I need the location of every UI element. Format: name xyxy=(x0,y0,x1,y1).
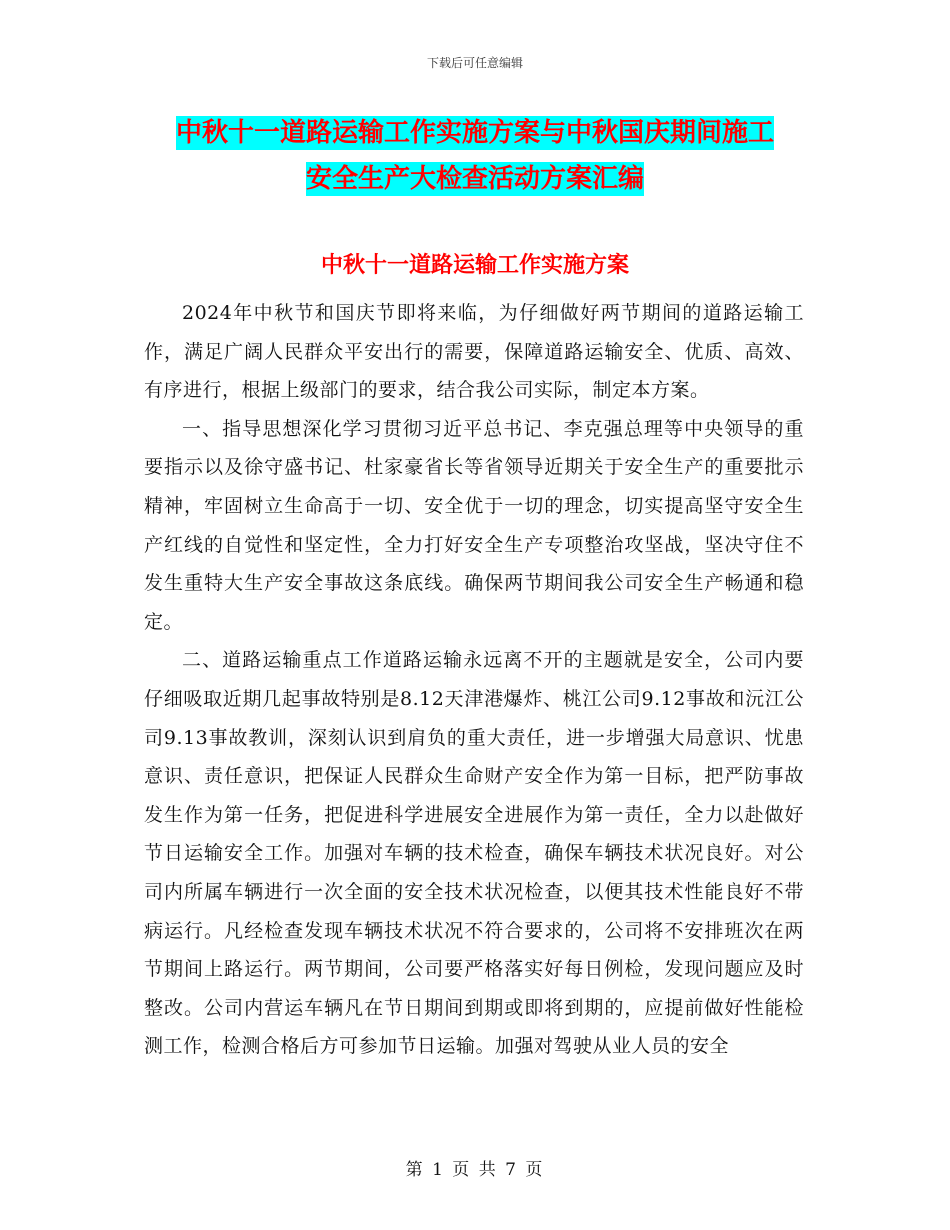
page-number-footer: 第 1 页 共 7 页 xyxy=(405,1160,545,1180)
page-header-note: 下载后可任意编辑 xyxy=(426,56,523,70)
document-body xyxy=(144,294,804,1066)
paragraph-key-work: 二、道路运输重点工作道路运输永远离不开的主题就是安全，公司内要仔细吸取近期几起事故特别是8.12天津港爆炸、桃江公司9.12事故和沅江公司9.13事故教训，深刻认识到肩负的重大责任，进一步增强大局意识、忧患意识、责任意识，把保证人民群众生命财产安全作为第一目标，把严防事故发生作为第一任务，把促进科学进展安全进展作为第一责任，全力以赴做好节日运输安全工作。加强对车辆的技术检查，确保车辆技术状况良好。对公司内所属车辆进行一次全面的安全技术状况检查，以便其技术性能良好不带病运行。凡经检查发现车辆技术状况不符合要求的，公司将不安排班次在两节期间上路运行。两节期间，公司要严格落实好每日例检，发现问题应及时整改。公司内营运车辆凡在节日期间到期或即将到期的，应提前做好性能检测工作，检测合格后方可参加节日运输。加强对驾驶从业人员的安全 xyxy=(144,649,804,1058)
paragraph-intro: 2024年中秋节和国庆节即将来临，为仔细做好两节期间的道路运输工作，满足广阔人民群众平安出行的需要，保障道路运输安全、优质、高效、有序进行，根据上级部门的要求，结合我公司实际，制定本方案。 xyxy=(144,302,804,402)
document-title-line-1: 中秋十一道路运输工作实施方案与中秋国庆期间施工 xyxy=(175,118,774,148)
document-title-line-2: 安全生产大检查活动方案汇编 xyxy=(305,164,644,194)
paragraph-guiding-ideology: 一、指导思想深化学习贯彻习近平总书记、李克强总理等中央领导的重要指示以及徐守盛书记、杜家豪省长等省领导近期关于安全生产的重要批示精神，牢固树立生命高于一切、安全优于一切的理念，切实提高坚守安全生产红线的自觉性和坚定性，全力打好安全生产专项整治攻坚战，坚决守住不发生重特大生产安全事故这条底线。确保两节期间我公司安全生产畅通和稳定。 xyxy=(144,417,804,633)
document-title xyxy=(150,110,800,202)
section-title: 中秋十一道路运输工作实施方案 xyxy=(320,253,629,278)
